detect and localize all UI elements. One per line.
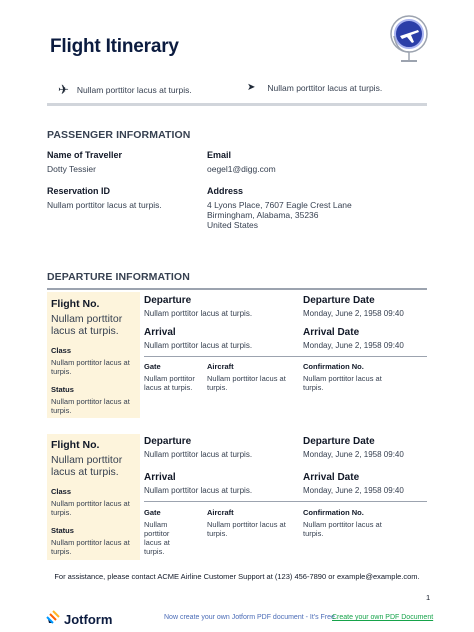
flight-row-divider [144,356,427,357]
cta-text: Now create your own Jotform PDF document - It's Free [164,614,335,621]
jotform-brand[interactable] [46,610,112,629]
gate-value: Nullam porttitor lacus at turpis. [144,520,170,556]
confirmation-label: Confirmation No. [303,508,364,517]
paper-plane-icon: ➤ [247,82,256,93]
confirmation-value: Nullam porttitor lacus at turpis. [303,374,382,392]
address-line-2: Birmingham, Alabama, 35236 [207,210,319,220]
class-label: Class [51,346,72,355]
class-label: Class [51,487,72,496]
status-value: Nullam porttitor lacus at turpis. [51,538,130,556]
class-value: Nullam porttitor lacus at turpis. [51,358,130,376]
route-from [58,82,192,98]
aircraft-value: Nullam porttitor lacus at turpis. [207,374,286,392]
flight-row-divider [144,501,427,502]
departure-label: Departure [144,436,192,447]
departure-section-title: DEPARTURE INFORMATION [47,271,190,283]
airplane-icon: ✈ [58,82,69,97]
address-line-3: United States [207,220,259,230]
passenger-section-title: PASSENGER INFORMATION [47,129,191,141]
flight-no-value: Nullam porttitor lacus at turpis. [51,454,123,478]
status-label: Status [51,526,74,535]
traveller-name-label: Name of Traveller [47,150,123,160]
arrival-date-label: Arrival Date [303,327,360,338]
departure-value: Nullam porttitor lacus at turpis. [144,450,253,459]
route-to-text: Nullam porttitor lacus at turpis. [267,82,383,93]
flight-no-label: Flight No. [51,439,100,451]
arrival-value: Nullam porttitor lacus at turpis. [144,486,253,495]
status-label: Status [51,385,74,394]
departure-label: Departure [144,295,192,306]
arrival-date-value: Monday, June 2, 1958 09:40 [303,341,404,350]
email-value: oegel1@digg.com [207,164,276,174]
email-label: Email [207,150,232,160]
route-to [247,82,382,93]
departure-date-label: Departure Date [303,436,375,447]
gate-value: Nullam porttitor lacus at turpis. [144,374,195,392]
create-pdf-link[interactable]: Create your own PDF Document [332,614,434,621]
arrival-value: Nullam porttitor lacus at turpis. [144,341,253,350]
departure-divider [47,288,427,290]
header-divider [47,103,427,106]
flight-no-value: Nullam porttitor lacus at turpis. [51,313,123,337]
departure-date-value: Monday, June 2, 1958 09:40 [303,450,404,459]
confirmation-label: Confirmation No. [303,362,364,371]
aircraft-label: Aircraft [207,508,234,517]
status-value: Nullam porttitor lacus at turpis. [51,397,130,415]
arrival-date-value: Monday, June 2, 1958 09:40 [303,486,404,495]
flight-summary [51,298,141,415]
departure-date-value: Monday, June 2, 1958 09:40 [303,309,404,318]
reservation-label: Reservation ID [47,186,111,196]
flight-no-label: Flight No. [51,298,100,310]
gate-label: Gate [144,508,161,517]
route-from-text: Nullam porttitor lacus at turpis. [76,85,192,95]
address-label: Address [207,186,244,196]
reservation-value: Nullam porttitor lacus at turpis. [47,200,162,210]
departure-value: Nullam porttitor lacus at turpis. [144,309,253,318]
assistance-note: For assistance, please contact ACME Airline Customer Support at (123) 456-7890 or example@example.com. [54,572,420,581]
page-number: 1 [426,593,431,602]
gate-label: Gate [144,362,161,371]
jotform-logo-icon [46,610,60,629]
arrival-label: Arrival [144,327,176,338]
arrival-date-label: Arrival Date [303,472,360,483]
globe-plane-icon [389,14,429,66]
flight-summary [51,439,141,556]
class-value: Nullam porttitor lacus at turpis. [51,499,130,517]
traveller-name-value: Dotty Tessier [47,164,96,174]
aircraft-value: Nullam porttitor lacus at turpis. [207,520,286,538]
brand-name: Jotform [64,612,113,627]
confirmation-value: Nullam porttitor lacus at turpis. [303,520,382,538]
address-line-1: 4 Lyons Place, 7607 Eagle Crest Lane [207,200,352,210]
aircraft-label: Aircraft [207,362,234,371]
page-title: Flight Itinerary [50,36,179,57]
arrival-label: Arrival [144,472,176,483]
departure-date-label: Departure Date [303,295,375,306]
